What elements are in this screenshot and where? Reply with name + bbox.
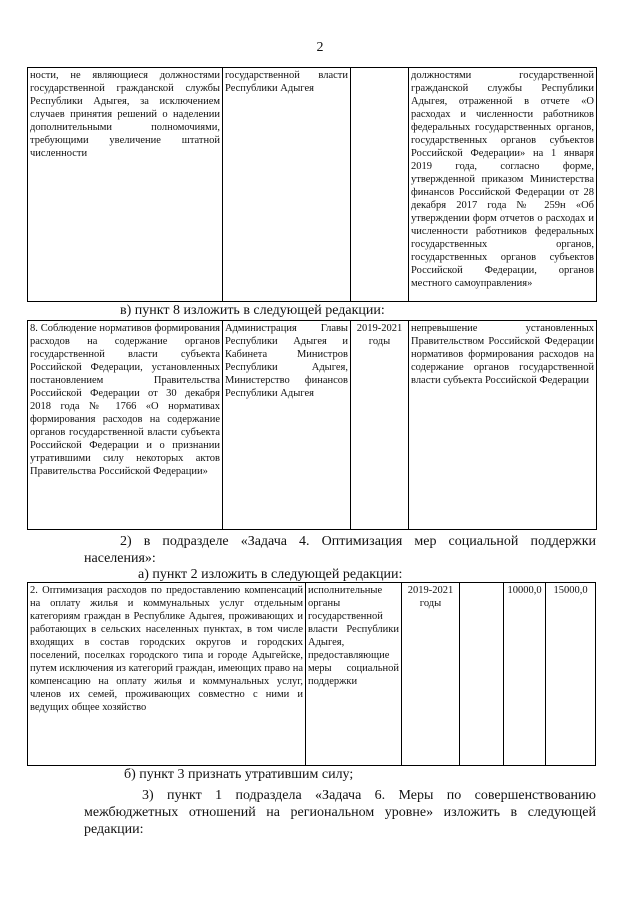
cell-period: 2019-2021 годы bbox=[351, 321, 409, 530]
cell-empty bbox=[460, 583, 504, 766]
cell-result: должностями государственной гражданской службы Республики Адыгея, отраженной в отчете «О расходах и численности работников федеральных государственных органов, государственных органов субъектов Российской Федерации» на 1 января 2019 года, согласно форме, утвержденной приказом Министерства финансов Российской Федерации от 28 декабря 2017 года № 259н «Об утверждении форм отчетов о расходах и численности работников федеральных государственных органов, государственных органов субъектов Российской Федерации, органов местного самоуправления» bbox=[409, 68, 597, 302]
table-continuation bbox=[27, 67, 597, 302]
paragraph-2: 2) в подразделе «Задача 4. Оптимизация мер социальной поддержки населения»: bbox=[84, 534, 596, 566]
cell-executor: государственной власти Республики Адыгея bbox=[223, 68, 351, 302]
cell-period bbox=[351, 68, 409, 302]
table-row bbox=[28, 583, 596, 766]
paragraph-b: б) пункт 3 признать утратившим силу; bbox=[124, 767, 354, 782]
cell-measure: 8. Соблюдение нормативов формирования расходов на содержание органов государственной власти субъекта Российской Федерации, установленных постановлением Правительства Российской Федерации от 30 декабря 2018 года № 1766 «О нормативах формирования расходов на содержание органов государственной власти субъекта Российской Федерации и о признании утратившими силу некоторых актов Правительства Российской Федерации» bbox=[28, 321, 223, 530]
cell-value-2: 15000,0 bbox=[546, 583, 596, 766]
table-point-8 bbox=[27, 320, 597, 530]
cell-period: 2019-2021 годы bbox=[402, 583, 460, 766]
table-row bbox=[28, 68, 597, 302]
cell-executor: Администрация Главы Республики Адыгея и Кабинета Министров Республики Адыгея, Министерство финансов Республики Адыгея bbox=[223, 321, 351, 530]
cell-executor: исполнительные органы государственной власти Республики Адыгея, предоставляющие меры социальной поддержки bbox=[306, 583, 402, 766]
table-point-2 bbox=[27, 582, 596, 766]
cell-value-1: 10000,0 bbox=[504, 583, 546, 766]
page-number: 2 bbox=[316, 40, 324, 55]
table-row bbox=[28, 321, 597, 530]
cell-measure: 2. Оптимизация расходов по предоставлению компенсаций на оплату жилья и коммунальных услуг отдельным категориям граждан в Республике Адыгея, проживающих и работающих в сельских населенных пунктах, в том числе входящих в состав городских округов и городских поселений, поселках городского типа и городе Адыгейске, путем исключения из категорий граждан, имеющих право на компенсацию на оплату жилья и коммунальных услуг, членов их семей, проживающих совместно с ними и ведущих общее хозяйство bbox=[28, 583, 306, 766]
paragraph-3: 3) пункт 1 подраздела «Задача 6. Меры по совершенствованию межбюджетных отношений на региональном уровне» изложить в следующей редакции: bbox=[84, 788, 596, 837]
cell-measure: ности, не являющиеся должностями государственной гражданской службы Республики Адыгея, за исключением случаев принятия решений о наделении дополнительными полномочиями, требующими увеличение штатной численности bbox=[28, 68, 223, 302]
paragraph-v: в) пункт 8 изложить в следующей редакции: bbox=[120, 303, 385, 318]
cell-result: непревышение установленных Правительством Российской Федерации нормативов формирования расходов на содержание органов государственной власти субъекта Российской Федерации bbox=[409, 321, 597, 530]
paragraph-a: а) пункт 2 изложить в следующей редакции: bbox=[138, 567, 403, 582]
